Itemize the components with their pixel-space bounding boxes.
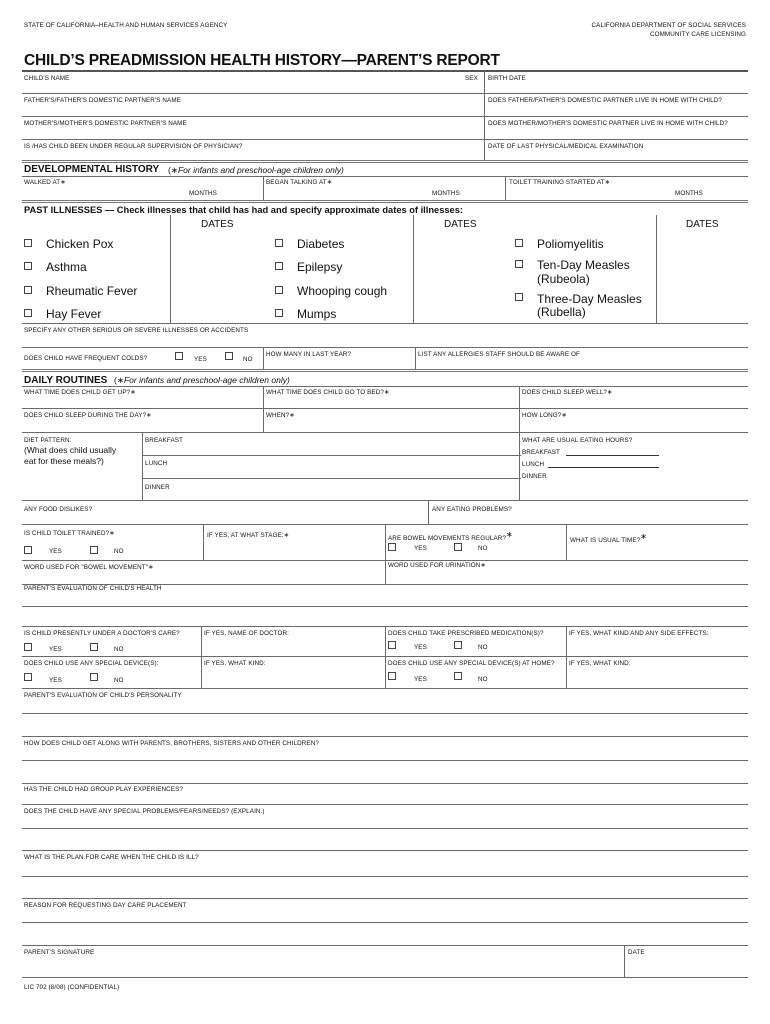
divider — [22, 560, 748, 561]
divider — [142, 478, 521, 479]
divider — [22, 945, 748, 946]
divider — [22, 783, 748, 784]
sleep-day-label: DOES CHILD SLEEP DURING THE DAY?∗ — [24, 412, 152, 419]
divider — [519, 386, 520, 432]
allergies-label: LIST ANY ALLERGIES STAFF SHOULD BE AWARE OF — [418, 351, 581, 358]
mumps-label: Mumps — [297, 307, 337, 321]
divider — [484, 139, 485, 161]
devices-home-yes-label: YES — [414, 676, 427, 683]
toilet-training-label: TOILET TRAINING STARTED AT∗ — [509, 179, 611, 186]
walked-months: MONTHS — [189, 190, 217, 197]
diabetes-label: Diabetes — [297, 237, 345, 251]
walked-label: WALKED AT∗ — [24, 179, 66, 186]
rheumatic-fever-checkbox[interactable] — [24, 286, 32, 294]
devices-yes-label: YES — [49, 677, 62, 684]
divider — [22, 500, 748, 501]
signature-label: PARENT'S SIGNATURE — [24, 949, 95, 956]
hay-fever-label: Hay Fever — [46, 307, 102, 321]
usual-time-label: WHAT IS USUAL TIME?∗ — [570, 532, 648, 545]
divider — [142, 432, 143, 500]
diet-question-2: eat for these meals?) — [24, 456, 104, 466]
plan-ill-label: WHAT IS THE PLAN FOR CARE WHEN THE CHILD IS ILL? — [24, 854, 199, 861]
divider — [22, 760, 748, 761]
divider — [22, 408, 748, 409]
eating-hours-breakfast-label: BREAKFAST — [522, 449, 560, 456]
toilet-trained-label: IS CHILD TOILET TRAINED?∗ — [24, 530, 115, 537]
divider — [484, 116, 485, 139]
divider — [566, 626, 567, 688]
dates-header-1: DATES — [201, 219, 234, 230]
divider — [22, 850, 748, 851]
rubella-label: (Rubella) — [537, 305, 586, 319]
dinner-label: DINNER — [145, 484, 170, 491]
daily-routines-heading: DAILY ROUTINES — [24, 375, 108, 386]
dates-header-3: DATES — [686, 219, 719, 230]
devices-home-yes-checkbox[interactable] — [388, 672, 396, 680]
how-long-label: HOW LONG?∗ — [522, 412, 567, 419]
divider — [263, 386, 264, 432]
daily-routines-note: (∗For infants and preschool-age children only) — [114, 375, 290, 385]
other-illnesses-label: SPECIFY ANY OTHER SERIOUS OR SEVERE ILLNESSES OR ACCIDENTS — [24, 327, 249, 334]
group-play-label: HAS THE CHILD HAD GROUP PLAY EXPERIENCES? — [24, 786, 184, 793]
food-dislikes-label: ANY FOOD DISLIKES? — [24, 506, 93, 513]
bowel-no-checkbox[interactable] — [454, 543, 462, 551]
go-to-bed-label: WHAT TIME DOES CHILD GO TO BED?∗ — [266, 389, 390, 396]
signature-date-label: DATE — [628, 949, 645, 956]
get-up-label: WHAT TIME DOES CHILD GET UP?∗ — [24, 389, 136, 396]
divider — [22, 160, 748, 163]
special-devices-label: DOES CHILD USE ANY SPECIAL DEVICE(S): — [24, 660, 159, 667]
medication-label: DOES CHILD TAKE PRESCRIBED MEDICATION(S)? — [388, 630, 544, 637]
bowel-yes-label: YES — [414, 545, 427, 552]
colds-yes-checkbox[interactable] — [175, 352, 183, 360]
divider — [22, 70, 748, 72]
divider — [142, 455, 521, 456]
get-along-label: HOW DOES CHILD GET ALONG WITH PARENTS, BROTHERS, SISTERS AND OTHER CHILDREN? — [24, 740, 319, 747]
asthma-label: Asthma — [46, 260, 87, 274]
bowel-regular-label: ARE BOWEL MOVEMENTS REGULAR?∗ — [388, 530, 513, 543]
evaluation-personality-label: PARENT'S EVALUATION OF CHILD'S PERSONALITY — [24, 692, 182, 699]
rheumatic-fever-label: Rheumatic Fever — [46, 284, 138, 298]
chicken-pox-label: Chicken Pox — [46, 237, 114, 251]
physician-label: IS /HAS CHILD BEEN UNDER REGULAR SUPERVISION OF PHYSICIAN? — [24, 143, 243, 150]
divider — [656, 215, 657, 323]
rubeola-label: (Rubeola) — [537, 272, 590, 286]
breakfast-time-line[interactable] — [566, 455, 659, 456]
eating-hours-dinner-label: DINNER — [522, 473, 547, 480]
special-problems-label: DOES THE CHILD HAVE ANY SPECIAL PROBLEMS/FEARS/NEEDS? (EXPLAIN.) — [24, 808, 265, 815]
three-day-measles-label: Three-Day Measles — [537, 292, 642, 306]
toilet-trained-no-checkbox[interactable] — [90, 546, 98, 554]
word-bowel-label: WORD USED FOR "BOWEL MOVEMENT"∗ — [24, 564, 154, 571]
poliomyelitis-label: Poliomyelitis — [537, 237, 604, 251]
toilet-trained-yes-label: YES — [49, 548, 62, 555]
doctor-care-yes-label: YES — [49, 646, 62, 653]
divider — [484, 93, 485, 116]
devices-no-label: NO — [114, 677, 124, 684]
sleep-well-label: DOES CHILD SLEEP WELL?∗ — [522, 389, 613, 396]
when-label: WHEN?∗ — [266, 412, 295, 419]
divider — [22, 804, 748, 805]
epilepsy-label: Epilepsy — [297, 260, 343, 274]
divider — [428, 500, 429, 524]
device-kind-label: IF YES, WHAT KIND: — [204, 660, 266, 667]
medication-yes-checkbox[interactable] — [388, 641, 396, 649]
whooping-cough-checkbox[interactable] — [275, 286, 283, 294]
last-exam-label: DATE OF LAST PHYSICAL/MEDICAL EXAMINATION — [488, 143, 644, 150]
licensing-name: COMMUNITY CARE LICENSING — [649, 31, 746, 38]
devices-no-checkbox[interactable] — [90, 673, 98, 681]
medication-no-checkbox[interactable] — [454, 641, 462, 649]
divider — [22, 606, 748, 607]
divider — [22, 828, 748, 829]
hay-fever-checkbox[interactable] — [24, 309, 32, 317]
divider — [22, 347, 748, 348]
toilet-months: MONTHS — [675, 190, 703, 197]
toilet-stage-label: IF YES, AT WHAT STAGE:∗ — [207, 532, 290, 539]
diet-pattern-label: DIET PATTERN: — [24, 437, 72, 444]
divider — [22, 922, 748, 923]
eating-hours-lunch-label: LUNCH — [522, 461, 545, 468]
colds-yes-label: YES — [194, 356, 207, 363]
divider — [22, 369, 748, 372]
father-name-label: FATHER'S/FATHER'S DOMESTIC PARTNER'S NAME — [24, 97, 181, 104]
toilet-trained-no-label: NO — [114, 548, 124, 555]
poliomyelitis-checkbox[interactable] — [515, 239, 523, 247]
divider — [415, 347, 416, 369]
doctor-name-label: IF YES, NAME OF DOCTOR: — [204, 630, 289, 637]
developmental-note: (∗For infants and preschool-age children only) — [168, 165, 344, 175]
divider — [22, 736, 748, 737]
divider — [263, 347, 264, 369]
reason-label: REASON FOR REQUESTING DAY CARE PLACEMENT — [24, 902, 187, 909]
divider — [484, 71, 485, 93]
eating-problems-label: ANY EATING PROBLEMS? — [432, 506, 512, 513]
illnesses-heading: PAST ILLNESSES — Check illnesses that child has had and specify approximate dates of illnesses: — [24, 205, 463, 215]
side-effects-label: IF YES, WHAT KIND AND ANY SIDE EFFECTS: — [569, 630, 709, 637]
divider — [22, 200, 748, 203]
device-home-kind-label: IF YES, WHAT KIND: — [569, 660, 631, 667]
divider — [263, 176, 264, 200]
devices-home-no-label: NO — [478, 676, 488, 683]
divider — [566, 524, 567, 560]
mumps-checkbox[interactable] — [275, 309, 283, 317]
colds-no-checkbox[interactable] — [225, 352, 233, 360]
epilepsy-checkbox[interactable] — [275, 262, 283, 270]
medication-yes-label: YES — [414, 644, 427, 651]
ten-day-measles-label: Ten-Day Measles — [537, 258, 630, 272]
divider — [22, 116, 748, 117]
agency-name: STATE OF CALIFORNIA–HEALTH AND HUMAN SERVICES AGENCY — [24, 22, 228, 29]
evaluation-health-label: PARENT'S EVALUATION OF CHILD'S HEALTH — [24, 585, 162, 592]
form-id: LIC 702 (8/08) (CONFIDENTIAL) — [24, 984, 120, 991]
asthma-checkbox[interactable] — [24, 262, 32, 270]
breakfast-label: BREAKFAST — [145, 437, 183, 444]
divider — [519, 432, 520, 500]
lunch-time-line[interactable] — [548, 467, 659, 468]
department-name: CALIFORNIA DEPARTMENT OF SOCIAL SERVICES — [591, 22, 746, 29]
devices-home-label: DOES CHILD USE ANY SPECIAL DEVICE(S) AT HOME? — [388, 660, 555, 667]
divider — [170, 215, 171, 323]
bowel-no-label: NO — [478, 545, 488, 552]
eating-hours-label: WHAT ARE USUAL EATING HOURS? — [522, 437, 633, 444]
divider — [22, 898, 748, 899]
divider — [385, 524, 386, 584]
developmental-heading: DEVELOPMENTAL HISTORY — [24, 164, 160, 175]
birth-date-label: BIRTH DATE — [488, 75, 526, 82]
medication-no-label: NO — [478, 644, 488, 651]
mother-home-label: DOES MOTHER/MOTHER'S DOMESTIC PARTNER LIVE IN HOME WITH CHILD? — [488, 120, 728, 127]
devices-home-no-checkbox[interactable] — [454, 672, 462, 680]
divider — [22, 386, 748, 387]
whooping-cough-label: Whooping cough — [297, 284, 388, 298]
divider — [22, 688, 748, 689]
lunch-label: LUNCH — [145, 460, 168, 467]
word-urination-label: WORD USED FOR URINATION∗ — [388, 562, 486, 569]
diabetes-checkbox[interactable] — [275, 239, 283, 247]
chicken-pox-checkbox[interactable] — [24, 239, 32, 247]
talking-label: BEGAN TALKING AT∗ — [266, 179, 333, 186]
divider — [22, 432, 748, 433]
divider — [22, 176, 748, 177]
dates-header-2: DATES — [444, 219, 477, 230]
divider — [22, 139, 748, 140]
how-many-label: HOW MANY IN LAST YEAR? — [266, 351, 352, 358]
divider — [22, 656, 748, 657]
colds-no-label: NO — [243, 356, 253, 363]
divider — [413, 215, 414, 323]
ten-day-measles-checkbox[interactable] — [515, 260, 523, 268]
divider — [22, 713, 748, 714]
talking-months: MONTHS — [432, 190, 460, 197]
divider — [203, 524, 204, 560]
sex-label: SEX — [465, 75, 478, 82]
doctor-care-yes-checkbox[interactable] — [24, 643, 32, 651]
mother-name-label: MOTHER'S/MOTHER'S DOMESTIC PARTNER'S NAME — [24, 120, 187, 127]
divider — [505, 176, 506, 200]
divider — [201, 626, 202, 688]
diet-question-1: (What does child usually — [24, 445, 117, 455]
doctor-care-no-label: NO — [114, 646, 124, 653]
form-title: CHILD’S PREADMISSION HEALTH HISTORY—PARENT’S REPORT — [24, 52, 500, 69]
frequent-colds-label: DOES CHILD HAVE FREQUENT COLDS? — [24, 355, 148, 362]
divider — [22, 93, 748, 94]
doctor-care-label: IS CHILD PRESENTLY UNDER A DOCTOR'S CARE? — [24, 630, 180, 637]
bowel-yes-checkbox[interactable] — [388, 543, 396, 551]
devices-yes-checkbox[interactable] — [24, 673, 32, 681]
divider — [22, 323, 748, 324]
doctor-care-no-checkbox[interactable] — [90, 643, 98, 651]
three-day-measles-checkbox[interactable] — [515, 293, 523, 301]
divider — [22, 876, 748, 877]
father-home-label: DOES FATHER/FATHER'S DOMESTIC PARTNER LIVE IN HOME WITH CHILD? — [488, 97, 722, 104]
divider — [624, 945, 625, 977]
divider — [22, 977, 748, 978]
divider — [385, 626, 386, 688]
childs-name-label: CHILD'S NAME — [24, 75, 70, 82]
toilet-trained-yes-checkbox[interactable] — [24, 546, 32, 554]
